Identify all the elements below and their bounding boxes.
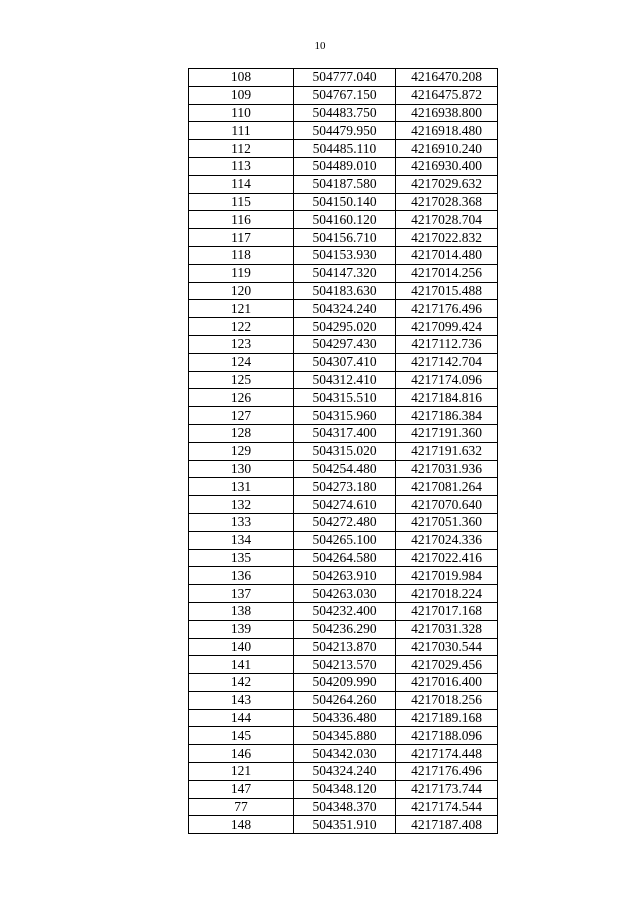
x-coordinate-cell: 504324.240 <box>294 763 396 781</box>
x-coordinate-cell: 504232.400 <box>294 602 396 620</box>
table-row <box>189 424 498 442</box>
x-coordinate-cell: 504345.880 <box>294 727 396 745</box>
y-coordinate-cell: 4217018.224 <box>396 585 498 603</box>
point-number-cell: 128 <box>189 424 294 442</box>
x-coordinate-cell: 504263.910 <box>294 567 396 585</box>
table-row <box>189 264 498 282</box>
table-row <box>189 104 498 122</box>
point-number-cell: 145 <box>189 727 294 745</box>
x-coordinate-cell: 504264.260 <box>294 691 396 709</box>
point-number-cell: 127 <box>189 407 294 425</box>
point-number-cell: 126 <box>189 389 294 407</box>
table-row <box>189 86 498 104</box>
point-number-cell: 130 <box>189 460 294 478</box>
y-coordinate-cell: 4217189.168 <box>396 709 498 727</box>
x-coordinate-cell: 504254.480 <box>294 460 396 478</box>
table-row <box>189 513 498 531</box>
table-row <box>189 300 498 318</box>
table-row <box>189 567 498 585</box>
point-number-cell: 108 <box>189 69 294 87</box>
y-coordinate-cell: 4217015.488 <box>396 282 498 300</box>
y-coordinate-cell: 4216930.400 <box>396 157 498 175</box>
x-coordinate-cell: 504264.580 <box>294 549 396 567</box>
table-row <box>189 674 498 692</box>
y-coordinate-cell: 4217081.264 <box>396 478 498 496</box>
point-number-cell: 140 <box>189 638 294 656</box>
y-coordinate-cell: 4217174.448 <box>396 745 498 763</box>
point-number-cell: 137 <box>189 585 294 603</box>
x-coordinate-cell: 504483.750 <box>294 104 396 122</box>
y-coordinate-cell: 4217031.328 <box>396 620 498 638</box>
table-row <box>189 709 498 727</box>
point-number-cell: 120 <box>189 282 294 300</box>
point-number-cell: 136 <box>189 567 294 585</box>
x-coordinate-cell: 504324.240 <box>294 300 396 318</box>
x-coordinate-cell: 504187.580 <box>294 175 396 193</box>
point-number-cell: 125 <box>189 371 294 389</box>
y-coordinate-cell: 4217016.400 <box>396 674 498 692</box>
x-coordinate-cell: 504213.870 <box>294 638 396 656</box>
table-row <box>189 496 498 514</box>
point-number-cell: 142 <box>189 674 294 692</box>
x-coordinate-cell: 504307.410 <box>294 353 396 371</box>
point-number-cell: 118 <box>189 246 294 264</box>
y-coordinate-cell: 4217014.480 <box>396 246 498 264</box>
table-row <box>189 691 498 709</box>
table-row <box>189 211 498 229</box>
point-number-cell: 139 <box>189 620 294 638</box>
table-row <box>189 353 498 371</box>
x-coordinate-cell: 504489.010 <box>294 157 396 175</box>
y-coordinate-cell: 4217191.632 <box>396 442 498 460</box>
y-coordinate-cell: 4217029.632 <box>396 175 498 193</box>
y-coordinate-cell: 4217099.424 <box>396 318 498 336</box>
point-number-cell: 138 <box>189 602 294 620</box>
x-coordinate-cell: 504160.120 <box>294 211 396 229</box>
point-number-cell: 77 <box>189 798 294 816</box>
table-row <box>189 140 498 158</box>
point-number-cell: 117 <box>189 229 294 247</box>
y-coordinate-cell: 4217022.416 <box>396 549 498 567</box>
point-number-cell: 119 <box>189 264 294 282</box>
y-coordinate-cell: 4217019.984 <box>396 567 498 585</box>
x-coordinate-cell: 504274.610 <box>294 496 396 514</box>
table-row <box>189 69 498 87</box>
x-coordinate-cell: 504485.110 <box>294 140 396 158</box>
x-coordinate-cell: 504479.950 <box>294 122 396 140</box>
table-row <box>189 157 498 175</box>
point-number-cell: 122 <box>189 318 294 336</box>
point-number-cell: 134 <box>189 531 294 549</box>
point-number-cell: 131 <box>189 478 294 496</box>
point-number-cell: 143 <box>189 691 294 709</box>
y-coordinate-cell: 4217031.936 <box>396 460 498 478</box>
x-coordinate-cell: 504777.040 <box>294 69 396 87</box>
y-coordinate-cell: 4217176.496 <box>396 300 498 318</box>
y-coordinate-cell: 4217028.368 <box>396 193 498 211</box>
point-number-cell: 111 <box>189 122 294 140</box>
x-coordinate-cell: 504348.370 <box>294 798 396 816</box>
table-row <box>189 442 498 460</box>
page-number: 10 <box>314 40 326 52</box>
table-row <box>189 193 498 211</box>
y-coordinate-cell: 4217029.456 <box>396 656 498 674</box>
x-coordinate-cell: 504336.480 <box>294 709 396 727</box>
table-row <box>189 602 498 620</box>
table-row <box>189 460 498 478</box>
y-coordinate-cell: 4217070.640 <box>396 496 498 514</box>
x-coordinate-cell: 504213.570 <box>294 656 396 674</box>
table-row <box>189 656 498 674</box>
coordinates-table-body <box>189 69 498 834</box>
x-coordinate-cell: 504265.100 <box>294 531 396 549</box>
x-coordinate-cell: 504767.150 <box>294 86 396 104</box>
x-coordinate-cell: 504348.120 <box>294 780 396 798</box>
point-number-cell: 124 <box>189 353 294 371</box>
point-number-cell: 121 <box>189 300 294 318</box>
y-coordinate-cell: 4217112.736 <box>396 335 498 353</box>
x-coordinate-cell: 504236.290 <box>294 620 396 638</box>
y-coordinate-cell: 4217187.408 <box>396 816 498 834</box>
x-coordinate-cell: 504315.960 <box>294 407 396 425</box>
table-row <box>189 229 498 247</box>
coordinates-table <box>188 68 498 834</box>
table-row <box>189 122 498 140</box>
table-row <box>189 175 498 193</box>
point-number-cell: 115 <box>189 193 294 211</box>
y-coordinate-cell: 4217024.336 <box>396 531 498 549</box>
x-coordinate-cell: 504342.030 <box>294 745 396 763</box>
x-coordinate-cell: 504150.140 <box>294 193 396 211</box>
table-row <box>189 585 498 603</box>
point-number-cell: 112 <box>189 140 294 158</box>
point-number-cell: 133 <box>189 513 294 531</box>
x-coordinate-cell: 504147.320 <box>294 264 396 282</box>
point-number-cell: 146 <box>189 745 294 763</box>
y-coordinate-cell: 4216918.480 <box>396 122 498 140</box>
point-number-cell: 132 <box>189 496 294 514</box>
point-number-cell: 129 <box>189 442 294 460</box>
y-coordinate-cell: 4217017.168 <box>396 602 498 620</box>
x-coordinate-cell: 504295.020 <box>294 318 396 336</box>
y-coordinate-cell: 4216470.208 <box>396 69 498 87</box>
y-coordinate-cell: 4217184.816 <box>396 389 498 407</box>
y-coordinate-cell: 4217176.496 <box>396 763 498 781</box>
y-coordinate-cell: 4217174.096 <box>396 371 498 389</box>
x-coordinate-cell: 504351.910 <box>294 816 396 834</box>
x-coordinate-cell: 504272.480 <box>294 513 396 531</box>
table-row <box>189 745 498 763</box>
table-row <box>189 246 498 264</box>
x-coordinate-cell: 504153.930 <box>294 246 396 264</box>
x-coordinate-cell: 504183.630 <box>294 282 396 300</box>
x-coordinate-cell: 504317.400 <box>294 424 396 442</box>
table-row <box>189 798 498 816</box>
point-number-cell: 144 <box>189 709 294 727</box>
point-number-cell: 148 <box>189 816 294 834</box>
table-row <box>189 371 498 389</box>
table-row <box>189 407 498 425</box>
table-row <box>189 620 498 638</box>
point-number-cell: 147 <box>189 780 294 798</box>
y-coordinate-cell: 4217018.256 <box>396 691 498 709</box>
y-coordinate-cell: 4217028.704 <box>396 211 498 229</box>
y-coordinate-cell: 4217014.256 <box>396 264 498 282</box>
point-number-cell: 123 <box>189 335 294 353</box>
y-coordinate-cell: 4216938.800 <box>396 104 498 122</box>
y-coordinate-cell: 4217051.360 <box>396 513 498 531</box>
y-coordinate-cell: 4217173.744 <box>396 780 498 798</box>
point-number-cell: 109 <box>189 86 294 104</box>
table-row <box>189 335 498 353</box>
y-coordinate-cell: 4217142.704 <box>396 353 498 371</box>
table-row <box>189 478 498 496</box>
x-coordinate-cell: 504315.020 <box>294 442 396 460</box>
table-row <box>189 763 498 781</box>
table-row <box>189 318 498 336</box>
table-row <box>189 780 498 798</box>
y-coordinate-cell: 4217030.544 <box>396 638 498 656</box>
x-coordinate-cell: 504315.510 <box>294 389 396 407</box>
table-row <box>189 531 498 549</box>
y-coordinate-cell: 4216910.240 <box>396 140 498 158</box>
table-row <box>189 549 498 567</box>
point-number-cell: 141 <box>189 656 294 674</box>
y-coordinate-cell: 4216475.872 <box>396 86 498 104</box>
y-coordinate-cell: 4217022.832 <box>396 229 498 247</box>
table-row <box>189 816 498 834</box>
y-coordinate-cell: 4217186.384 <box>396 407 498 425</box>
table-row <box>189 638 498 656</box>
table-row <box>189 727 498 745</box>
y-coordinate-cell: 4217174.544 <box>396 798 498 816</box>
x-coordinate-cell: 504312.410 <box>294 371 396 389</box>
x-coordinate-cell: 504273.180 <box>294 478 396 496</box>
x-coordinate-cell: 504297.430 <box>294 335 396 353</box>
table-row <box>189 282 498 300</box>
point-number-cell: 114 <box>189 175 294 193</box>
point-number-cell: 135 <box>189 549 294 567</box>
x-coordinate-cell: 504156.710 <box>294 229 396 247</box>
point-number-cell: 121 <box>189 763 294 781</box>
point-number-cell: 113 <box>189 157 294 175</box>
y-coordinate-cell: 4217188.096 <box>396 727 498 745</box>
x-coordinate-cell: 504263.030 <box>294 585 396 603</box>
point-number-cell: 116 <box>189 211 294 229</box>
x-coordinate-cell: 504209.990 <box>294 674 396 692</box>
table-row <box>189 389 498 407</box>
y-coordinate-cell: 4217191.360 <box>396 424 498 442</box>
point-number-cell: 110 <box>189 104 294 122</box>
